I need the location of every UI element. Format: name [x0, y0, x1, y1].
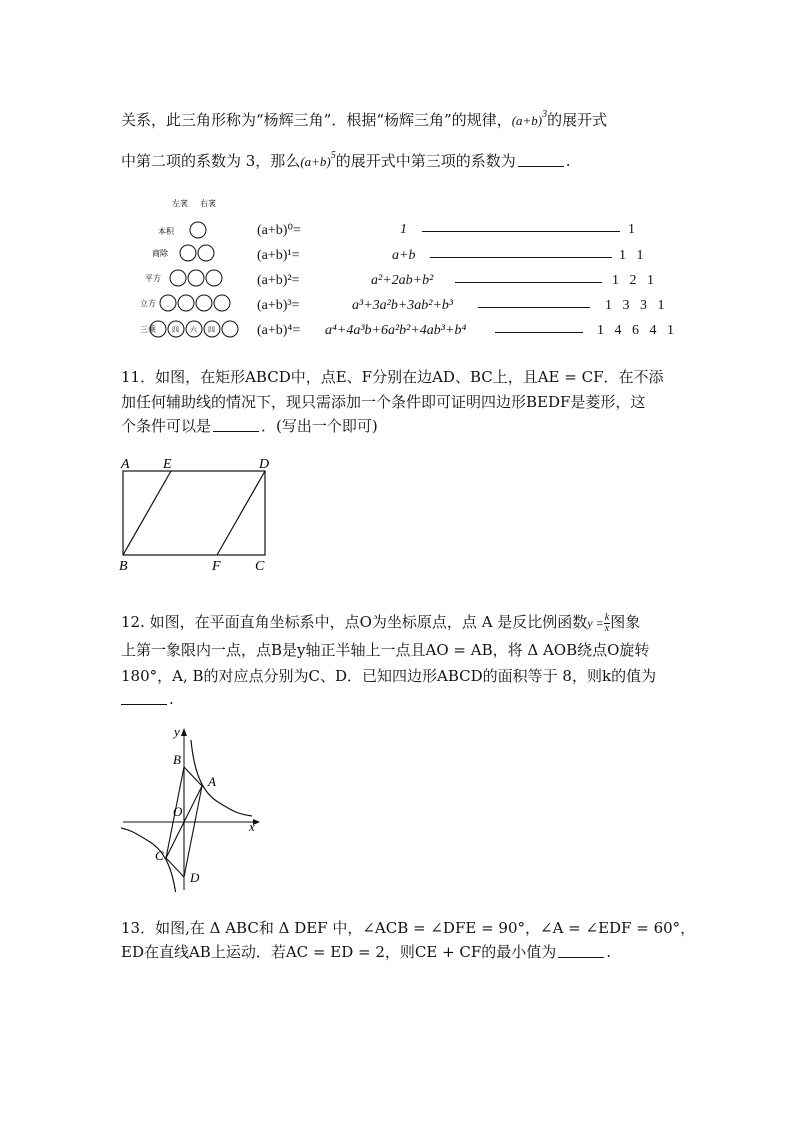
- circle-label-si-2: 四: [208, 326, 215, 334]
- q13-line2-text: ED在直线AB上运动．若AC = ED = 2，则CE + CF的最小值为: [121, 943, 557, 961]
- side-label-0: 本积: [158, 227, 174, 236]
- expr-a-plus-b-2: (a+b): [300, 154, 331, 169]
- pascal-row-4-line: [495, 332, 583, 333]
- x-axis-label: x: [249, 819, 255, 834]
- para1-line1-text: 关系，此三角形称为“杨辉三角”．根据“杨辉三角”的规律，: [121, 111, 512, 129]
- pascal-row-2-line: [455, 282, 602, 283]
- circle: [188, 270, 204, 286]
- answer-blank-10: [518, 165, 564, 167]
- q11-rectangle-figure: [115, 453, 285, 575]
- q11-line3-text: 个条件可以是: [121, 417, 212, 435]
- pascal-row-1-coef: 1 1: [619, 248, 644, 263]
- segment-be: [123, 471, 171, 555]
- segment-ba: [184, 767, 202, 786]
- period: .: [565, 152, 571, 170]
- pascal-row-1-expansion: a+b: [392, 248, 416, 263]
- pascal-row-3-lhs: (a+b)³=: [257, 298, 300, 313]
- circle: [206, 270, 222, 286]
- pascal-row-3-line: [478, 307, 590, 308]
- q11-line3: [121, 415, 378, 436]
- side-label-4: 三乘: [140, 325, 156, 334]
- segment-dc: [166, 858, 184, 877]
- exponent-5: 5: [330, 150, 336, 161]
- para1-line2-tail: 的展开式中第三项的系数为: [335, 152, 516, 170]
- pascal-circles-diagram: [140, 196, 250, 344]
- label-a: A: [121, 457, 130, 472]
- y-axis-arrow: [181, 728, 187, 736]
- label-b: B: [119, 559, 128, 574]
- label-d: D: [190, 870, 200, 885]
- label-a: A: [208, 774, 216, 789]
- fraction-numerator: k: [604, 611, 610, 623]
- circle: [190, 222, 206, 238]
- circle: [170, 270, 186, 286]
- pascal-row-1-line: [430, 257, 612, 258]
- pascal-row-2-lhs: (a+b)²=: [257, 273, 300, 288]
- side-label-2: 平方: [145, 274, 161, 283]
- q12-line2: 上第一象限内一点，点B是y轴正半轴上一点且AO = AB，将 Δ AOB绕点O旋转: [121, 641, 650, 659]
- label-o: O: [173, 804, 183, 819]
- answer-blank-13: [558, 956, 604, 958]
- rectangle-abcd: [123, 471, 265, 555]
- para1-line2: [121, 150, 571, 171]
- para1-line1: [121, 109, 607, 130]
- pascal-row-4-expansion: a⁴+4a³b+6a²b²+4ab³+b⁴: [325, 323, 467, 338]
- q11-line1: 11．如图，在矩形ABCD中，点E、F分别在边AD、BC上，且AE = CF．在不添: [121, 368, 664, 386]
- circle: [214, 295, 230, 311]
- fraction-denominator: x: [604, 622, 610, 634]
- para1-line1-tail: 的展开式: [547, 111, 608, 129]
- circle-label-liu: 六: [190, 326, 197, 334]
- circle: [160, 295, 176, 311]
- para1-line2-text: 中第二项的系数为 3，那么: [121, 152, 301, 170]
- q12-line4: [121, 690, 174, 708]
- label-b: B: [173, 752, 181, 767]
- q13-line1: 13．如图,在 Δ ABC和 Δ DEF 中，∠ACB = ∠DFE = 90°，∠A = ∠EDF = 60°，: [121, 919, 696, 937]
- top-label-left: 左衺: [172, 199, 188, 208]
- pascal-row-4-coef: 1 4 6 4 1: [597, 323, 674, 338]
- pascal-row-2-coef: 1 2 1: [612, 273, 654, 288]
- label-f: F: [212, 559, 221, 574]
- q12-line1-text: 12. 如图，在平面直角坐标系中，点O为坐标原点，点 A 是反比例函数: [121, 613, 588, 631]
- q11-line3-tail: ．(写出一个即可): [261, 417, 378, 435]
- expr-a-plus-b: (a+b): [511, 113, 543, 128]
- answer-blank-11: [213, 430, 259, 432]
- pascal-row-0-expansion: 1: [400, 222, 407, 237]
- pascal-row-3-expansion: a³+3a²b+3ab²+b³: [352, 298, 454, 313]
- q12-line1: [121, 611, 640, 634]
- exponent-3: 3: [542, 109, 548, 120]
- q12-line1-tail: 图象: [610, 613, 641, 631]
- pascal-row-0-coef: 1: [628, 222, 635, 237]
- function-y: y =: [587, 616, 604, 630]
- circle: [222, 321, 238, 337]
- top-label-right: 右衺: [200, 199, 216, 208]
- q11-line2: 加任何辅助线的情况下，现只需添加一个条件即可证明四边形BEDF是菱形，这: [121, 393, 646, 411]
- hyperbola-branch-1: [191, 740, 252, 816]
- q13-line2: [121, 941, 611, 962]
- q12-period: .: [169, 690, 174, 708]
- pascal-row-1-lhs: (a+b)¹=: [257, 248, 300, 263]
- pascal-row-4-lhs: (a+b)⁴=: [257, 323, 301, 338]
- circle: [180, 245, 196, 261]
- circle: [178, 295, 194, 311]
- q12-line3: 180°，A, B的对应点分别为C、D．已知四边形ABCD的面积等于 8，则k的值为: [121, 667, 657, 685]
- q12-coordinate-figure: [118, 722, 268, 892]
- segment-ad: [184, 786, 202, 877]
- label-d: D: [259, 457, 270, 472]
- segment-fd: [217, 471, 265, 555]
- q13-period: .: [606, 943, 612, 961]
- label-e: E: [163, 457, 172, 472]
- answer-blank-12: [121, 703, 167, 705]
- side-label-1: 商除: [152, 249, 168, 258]
- pascal-row-2-expansion: a²+2ab+b²: [371, 273, 434, 288]
- pascal-row-0-lhs: (a+b)⁰=: [257, 223, 301, 238]
- pascal-row-3-coef: 1 3 3 1: [605, 298, 665, 313]
- circle: [196, 295, 212, 311]
- side-label-3: 立方: [140, 299, 156, 308]
- circle-label-si: 四: [172, 326, 179, 334]
- label-c: C: [255, 559, 265, 574]
- y-axis-label: y: [174, 724, 180, 739]
- circle: [198, 245, 214, 261]
- pascal-row-0-line: [422, 231, 620, 232]
- label-c: C: [155, 848, 164, 863]
